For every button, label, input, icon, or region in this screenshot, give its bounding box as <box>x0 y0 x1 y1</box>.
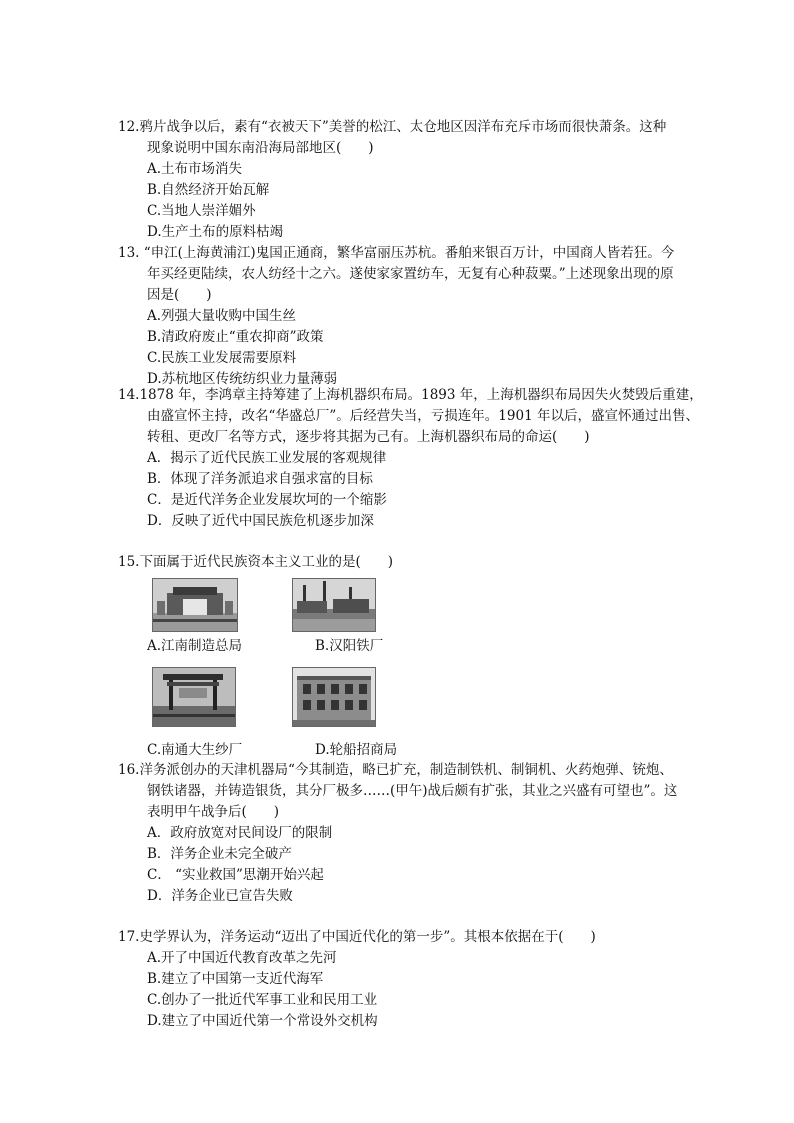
question-13-stem-line2: 年买经更陆续，农人纺经十之六。遂使家家置纺车，无复有心种菽粟。”上述现象出现的原 <box>147 266 674 282</box>
question-14-option-c[interactable]: C．是近代洋务企业发展坎坷的一个缩影 <box>147 492 387 508</box>
photo-jiangnan-arsenal[interactable] <box>152 578 238 632</box>
question-12-option-d[interactable]: D.生产土布的原料枯竭 <box>147 224 284 240</box>
question-15-option-b[interactable]: B.汉阳铁厂 <box>315 638 384 654</box>
question-13-stem-line1: 13. “申江(上海黄浦江)鬼国正通商，繁华富丽压苏杭。番舶来银百万计，中国商人皆若狂。今 <box>118 245 675 261</box>
question-14-stem-line2: 由盛宣怀主持，改名“华盛总厂”。后经营失当，亏损连年。1901 年以后，盛宣怀通过出售、 <box>147 408 699 424</box>
question-17-option-d[interactable]: D.建立了中国近代第一个常设外交机构 <box>147 1013 378 1029</box>
question-16-option-d[interactable]: D．洋务企业已宣告失败 <box>147 888 293 904</box>
question-15 <box>118 552 703 573</box>
question-17 <box>118 927 703 1032</box>
question-16-option-b[interactable]: B．洋务企业未完全破产 <box>147 846 292 862</box>
question-17-stem: 17.史学界认为，洋务运动“迈出了中国近代化的第一步”。其根本依据在于( ) <box>118 929 596 945</box>
question-16-option-a[interactable]: A．政府放宽对民间设厂的限制 <box>147 825 333 841</box>
question-13-option-c[interactable]: C.民族工业发展需要原料 <box>147 350 297 366</box>
question-12 <box>118 117 703 243</box>
question-14 <box>118 385 703 532</box>
question-15-option-a[interactable]: A.江南制造总局 <box>147 638 243 654</box>
photo-dasheng-cotton-mill-image <box>153 668 235 726</box>
question-13-option-d[interactable]: D.苏杭地区传统纺织业力量薄弱 <box>147 371 338 387</box>
question-16-option-c[interactable]: C． “实业救国”思潮开始兴起 <box>147 867 324 883</box>
question-12-stem-line1: 12.鸦片战争以后，素有“衣被天下”美誉的松江、太仓地区因洋布充斥市场而很快萧条。这种 <box>118 119 667 135</box>
question-14-stem-line3: 转租、更改厂名等方式，逐步将其据为己有。上海机器织布局的命运( ) <box>147 429 590 445</box>
question-14-option-b[interactable]: B．体现了洋务派追求自强求富的目标 <box>147 471 373 487</box>
photo-jiangnan-arsenal-image <box>153 579 237 631</box>
question-15-stem: 15.下面属于近代民族资本主义工业的是( ) <box>118 554 394 570</box>
question-17-option-c[interactable]: C.创办了一批近代军事工业和民用工业 <box>147 992 378 1008</box>
question-16 <box>118 760 703 907</box>
question-16-stem-line2: 钢铁诸器，并铸造银货，其分厂极多……(甲午)战后颇有扩张，其业之兴盛有可望也”。这 <box>147 783 678 799</box>
question-12-stem-line2: 现象说明中国东南沿海局部地区( ) <box>147 140 374 156</box>
question-15-option-d[interactable]: D.轮船招商局 <box>315 742 398 758</box>
photo-hanyang-ironworks[interactable] <box>292 578 376 632</box>
question-12-option-a[interactable]: A.土布市场消失 <box>147 161 243 177</box>
question-13-option-b[interactable]: B.清政府废止“重农抑商”政策 <box>147 329 324 345</box>
question-13-stem-line3: 因是( ) <box>147 287 212 303</box>
photo-hanyang-ironworks-image <box>293 579 375 631</box>
question-13 <box>118 243 703 390</box>
question-16-stem-line3: 表明甲午战争后( ) <box>147 804 280 820</box>
question-14-option-d[interactable]: D．反映了近代中国民族危机逐步加深 <box>147 513 374 529</box>
question-15-option-c[interactable]: C.南通大生纱厂 <box>147 742 243 758</box>
photo-dasheng-cotton-mill[interactable] <box>152 667 236 727</box>
question-12-option-b[interactable]: B.自然经济开始瓦解 <box>147 182 270 198</box>
question-14-option-a[interactable]: A．揭示了近代民族工业发展的客观规律 <box>147 450 387 466</box>
question-13-option-a[interactable]: A.列强大量收购中国生丝 <box>147 308 297 324</box>
question-17-option-a[interactable]: A.开了中国近代教育改革之先河 <box>147 950 337 966</box>
question-12-option-c[interactable]: C.当地人崇洋媚外 <box>147 203 256 219</box>
photo-china-merchants-steam-image <box>293 668 375 726</box>
question-16-stem-line1: 16.洋务派创办的天津机器局“今其制造，略已扩充，制造制铁机、制铜机、火药炮弹、铳炮、 <box>118 762 673 778</box>
photo-china-merchants-steam[interactable] <box>292 667 376 727</box>
question-17-option-b[interactable]: B.建立了中国第一支近代海军 <box>147 971 324 987</box>
question-14-stem-line1: 14.1878 年，李鸿章主持筹建了上海机器织布局。1893 年，上海机器织布局因失火焚毁后重建， <box>118 387 703 403</box>
